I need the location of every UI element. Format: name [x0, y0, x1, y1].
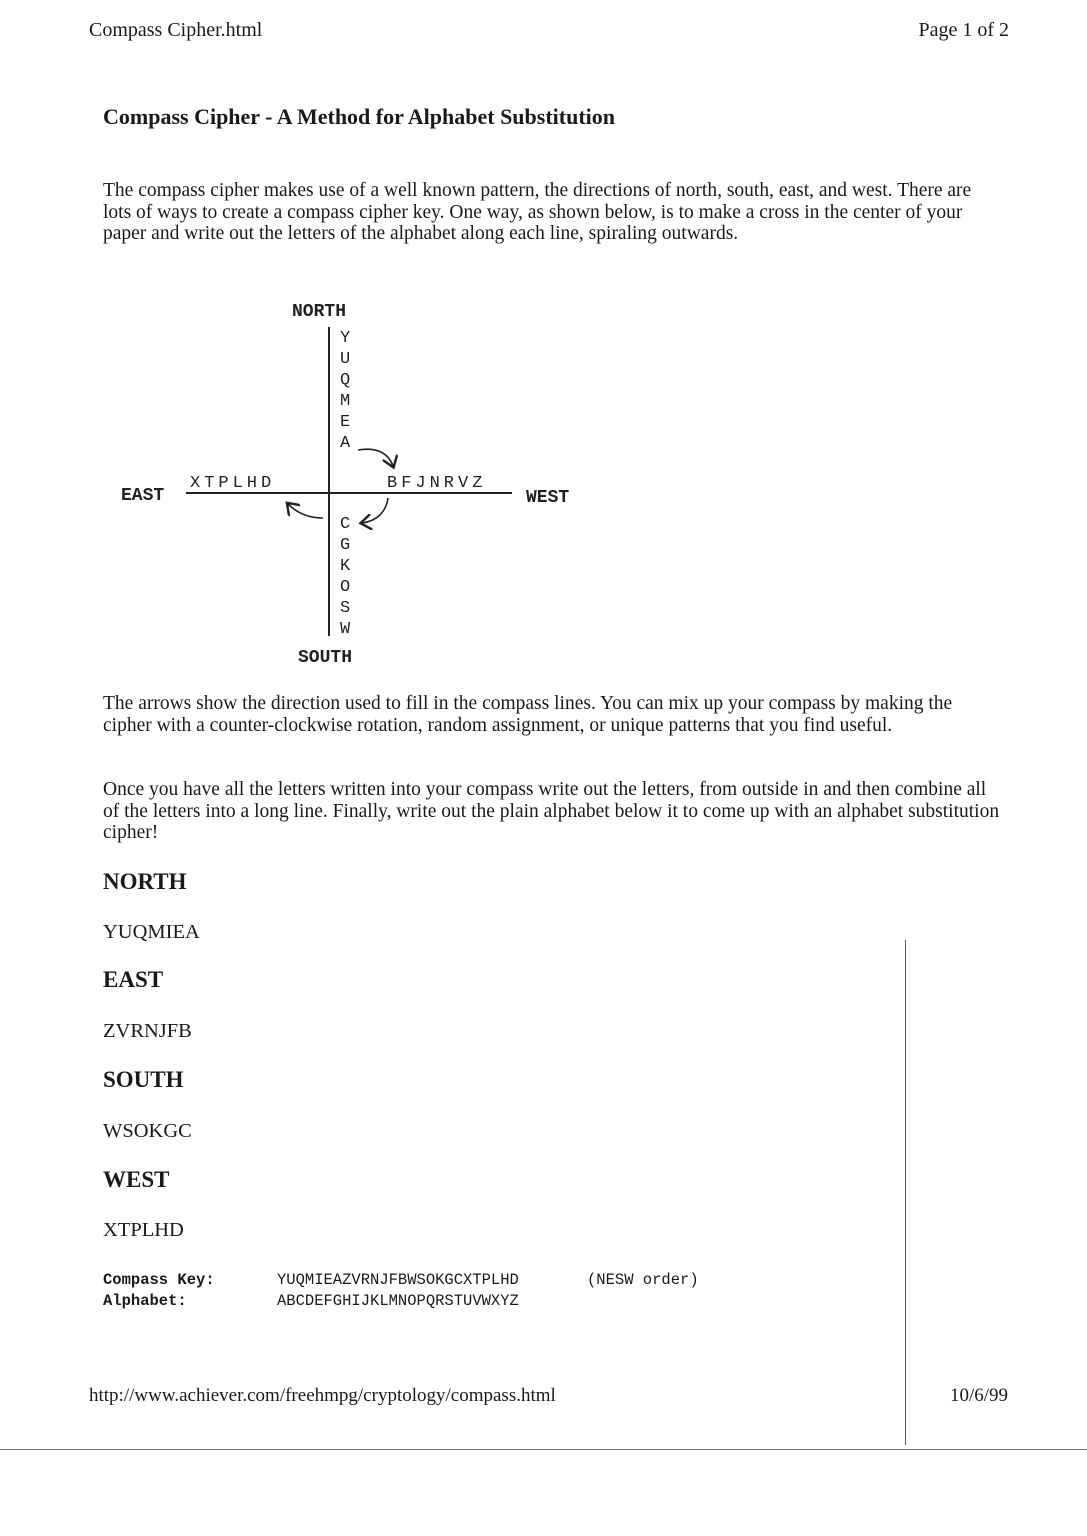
section-value-west: XTPLHD	[103, 1219, 184, 1241]
south-letter: K	[340, 557, 351, 576]
section-heading-south: SOUTH	[103, 1067, 184, 1092]
margin-rule	[905, 940, 906, 1445]
right-arm-letters: BFJNRVZ	[387, 474, 487, 493]
section-value-east: ZVRNJFB	[103, 1020, 192, 1042]
compass-key-note: (NESW order)	[587, 1271, 699, 1289]
compass-key-value: YUQMIEAZVRNJFBWSOKGCXTPLHD	[277, 1271, 519, 1289]
east-label: EAST	[121, 486, 165, 506]
north-letter: Q	[340, 371, 351, 390]
alphabet-value: ABCDEFGHIJKLMNOPQRSTUVWXYZ	[277, 1292, 519, 1310]
arrows-paragraph: The arrows show the direction used to fill in the compass lines. You can mix up your compass by making the cipher with a counter-clockwise rotation, random assignment, or unique patterns that you find useful.	[103, 693, 953, 736]
page-bottom-rule	[0, 1449, 1087, 1450]
south-label: SOUTH	[298, 648, 353, 668]
south-letter: G	[340, 536, 351, 555]
north-letter: Y	[340, 329, 351, 348]
west-label: WEST	[526, 488, 570, 508]
instructions-paragraph: Once you have all the letters written into your compass write out the letters, from outside in and then combine all of the letters into a long line. Finally, write out the plain alphabet below it to come up with an alphabet substitution cipher!	[103, 779, 1000, 843]
compass-key-label: Compass Key:	[103, 1271, 215, 1289]
section-heading-east: EAST	[103, 967, 164, 992]
north-letter: E	[340, 413, 351, 432]
south-letter: S	[340, 599, 351, 618]
arrow-east-to-south	[362, 498, 388, 523]
section-value-north: YUQMIEA	[103, 921, 200, 943]
section-heading-north: NORTH	[103, 869, 187, 894]
document-filename: Compass Cipher.html	[89, 19, 263, 41]
page-indicator: Page 1 of 2	[918, 19, 1009, 41]
footer-url: http://www.achiever.com/freehmpg/cryptology/compass.html	[89, 1385, 556, 1406]
arrow-north-to-east	[358, 449, 393, 466]
left-arm-letters: XTPLHD	[190, 474, 276, 493]
north-letter: U	[340, 350, 351, 369]
page-title: Compass Cipher - A Method for Alphabet Substitution	[103, 104, 616, 129]
section-heading-west: WEST	[103, 1167, 170, 1192]
north-letter: M	[340, 392, 351, 411]
arrow-south-to-west	[288, 504, 323, 518]
alphabet-label: Alphabet:	[103, 1292, 187, 1310]
south-letter: O	[340, 578, 351, 597]
south-letter: C	[340, 515, 351, 534]
south-letter: W	[340, 620, 351, 639]
section-value-south: WSOKGC	[103, 1120, 192, 1142]
north-label: NORTH	[292, 302, 347, 322]
footer-date: 10/6/99	[949, 1385, 1008, 1406]
intro-paragraph: The compass cipher makes use of a well known pattern, the directions of north, south, east, and west. There are lots of ways to create a compass cipher key. One way, as shown below, is to make a cross in the center of your paper and write out the letters of the alphabet along each line, spiraling outwards.	[103, 180, 972, 244]
north-letter: A	[340, 434, 351, 453]
